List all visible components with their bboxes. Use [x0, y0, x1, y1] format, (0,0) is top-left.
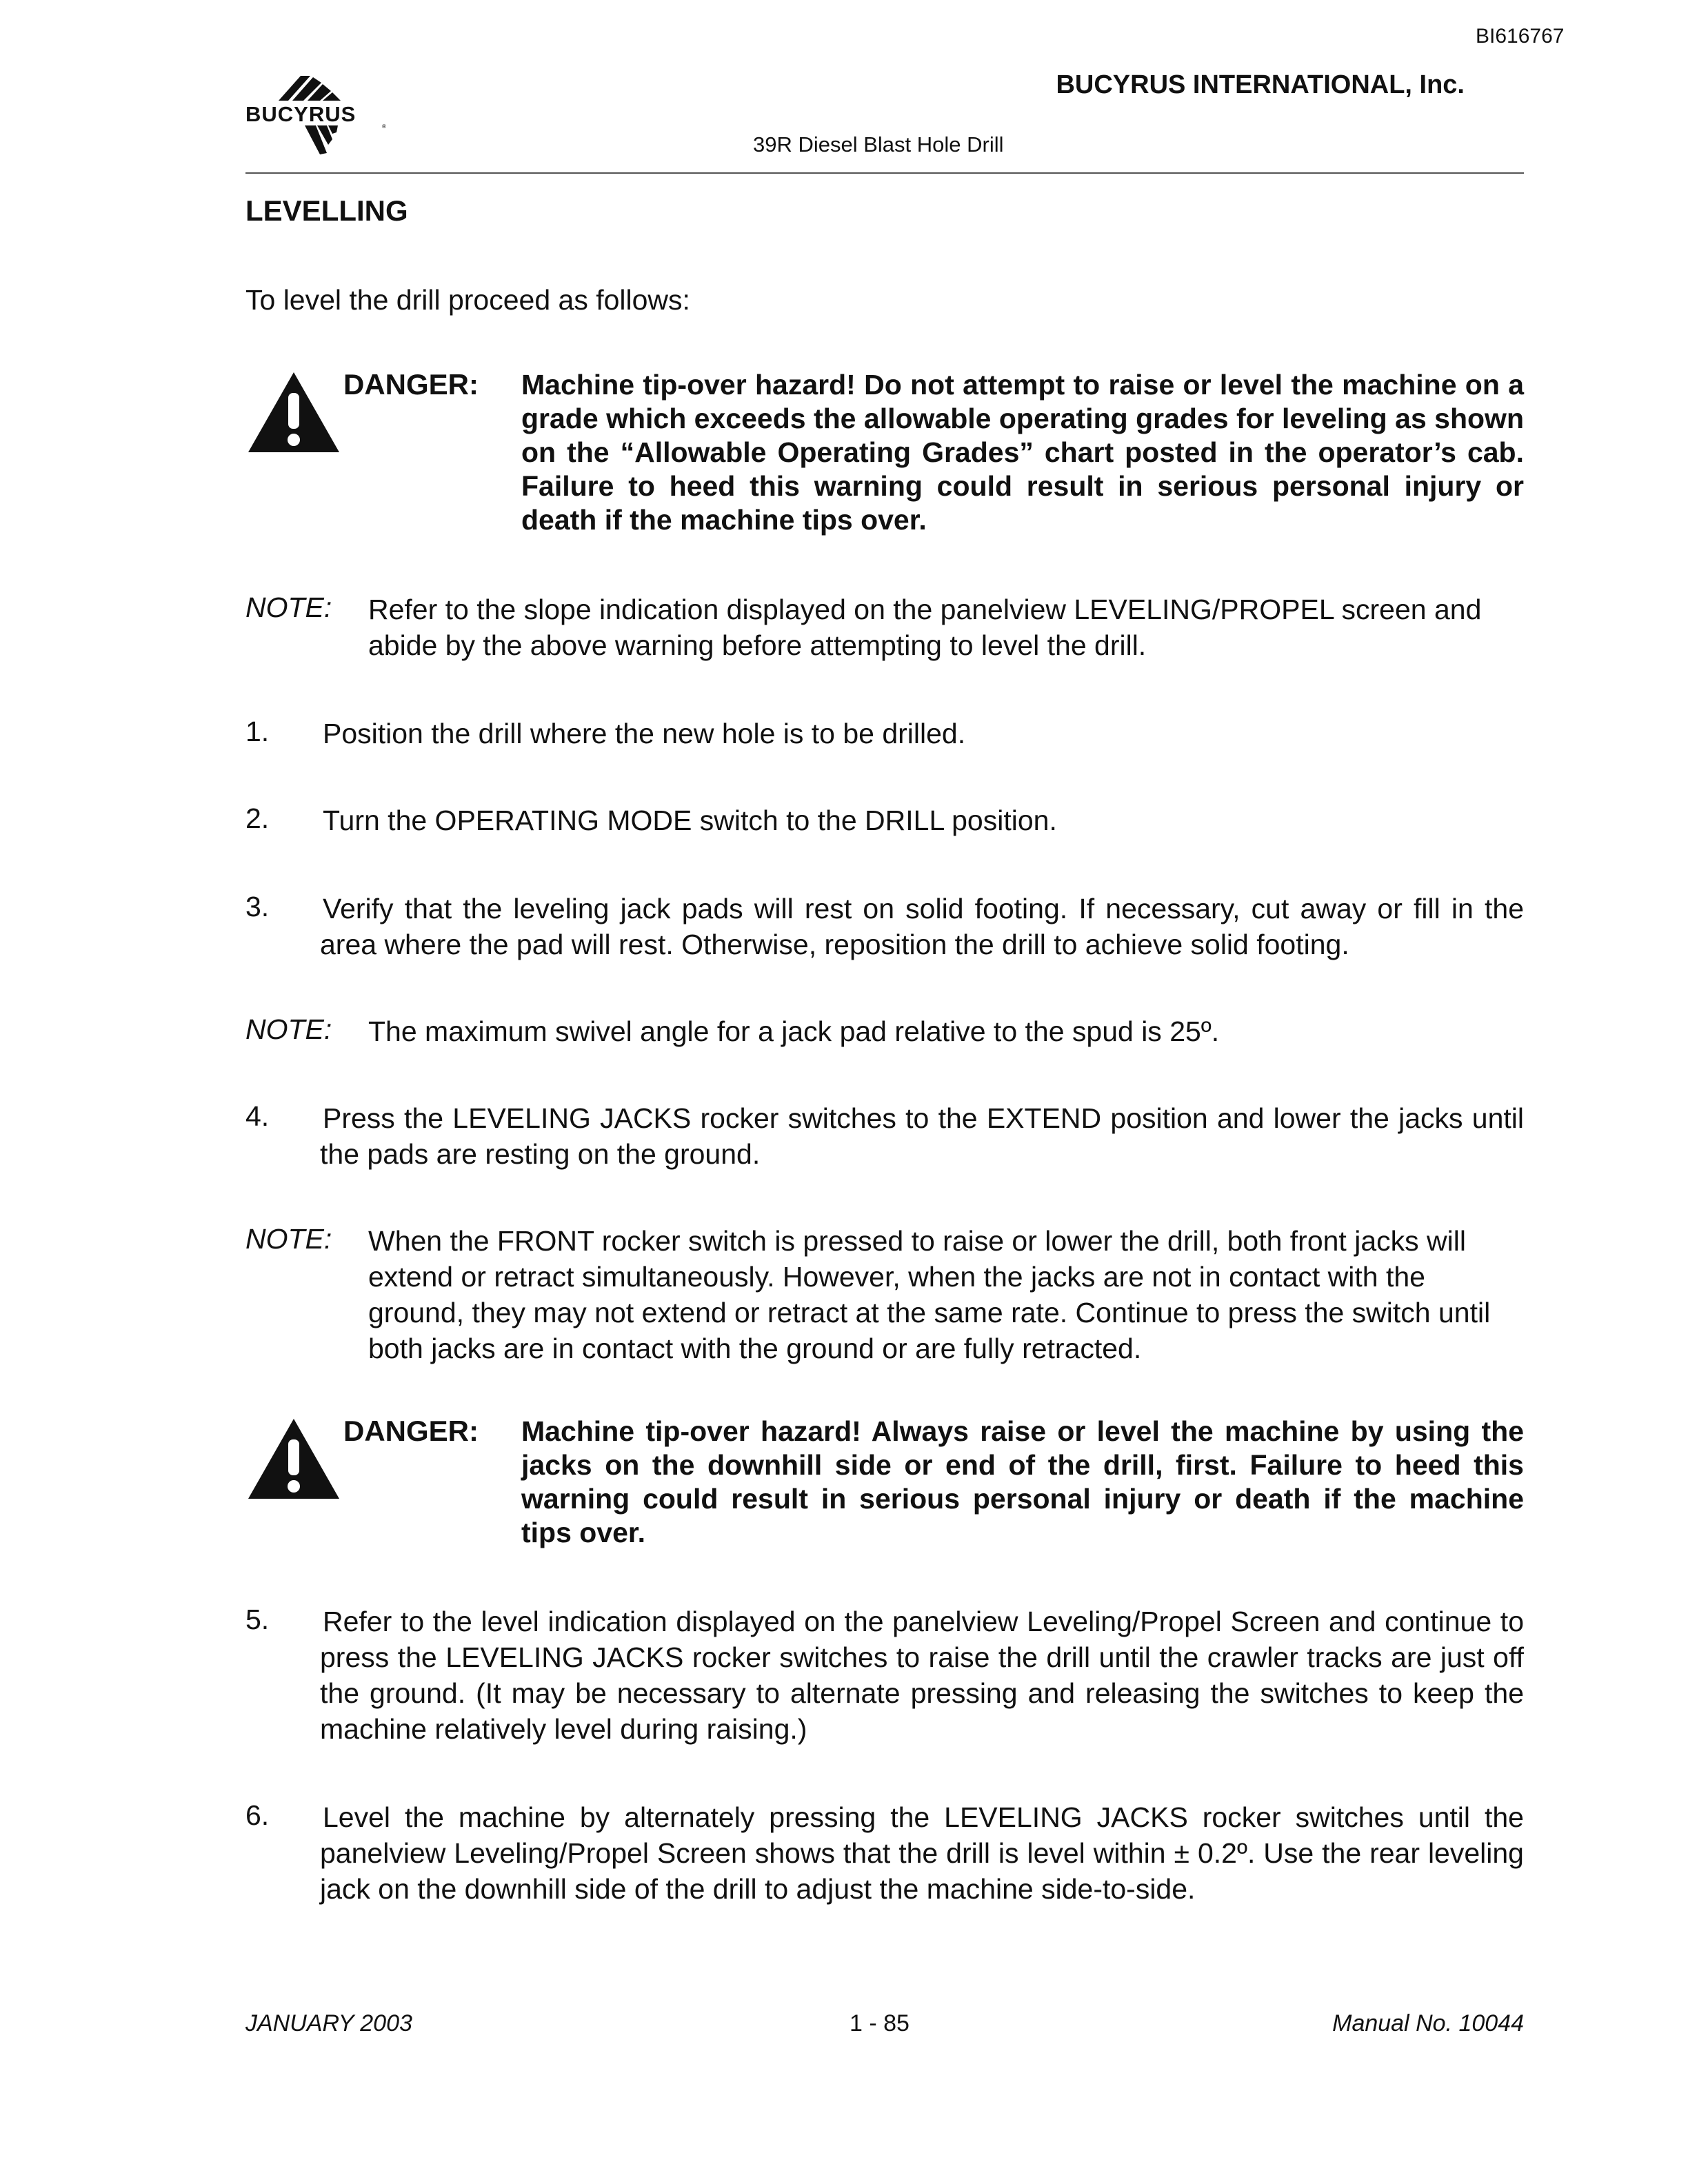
page-number: 1 - 85	[850, 2010, 910, 2036]
danger-text: Machine tip-over hazard! Do not attempt to raise or level the machine on a grade which exceeds the allowable operating grades for leveling as shown on the “Allowable Operating Grades” chart posted in the operator’s cab. Failure to heed this warning could result in serious personal injury or death if the machine tips over.	[521, 369, 1524, 536]
danger-label: DANGER:	[343, 1415, 479, 1447]
section-title: LEVELLING	[245, 194, 408, 227]
danger-label: DANGER:	[343, 368, 479, 401]
note-text: The maximum swivel angle for a jack pad relative to the spud is 25º.	[368, 1015, 1220, 1047]
step-number: 4.	[245, 1100, 270, 1132]
header-divider	[245, 172, 1524, 174]
bucyrus-logo	[244, 70, 396, 159]
svg-text:®: ®	[382, 123, 386, 130]
step-number: 6.	[245, 1799, 270, 1831]
step-text: Refer to the level indication displayed on the panelview Leveling/Propel Screen and continue to press the LEVELING JACKS rocker switches to raise the drill until the crawler tracks are just off the ground. (It may be necessary to alternate pressing and releasing the switches to keep the machine relatively level during raising.)	[320, 1606, 1524, 1745]
intro-text: To level the drill proceed as follows:	[245, 284, 690, 316]
company-name: BUCYRUS INTERNATIONAL, Inc.	[1056, 70, 1465, 99]
step-text: Press the LEVELING JACKS rocker switches to the EXTEND position and lower the jacks until the pads are resting on the ground.	[320, 1102, 1524, 1170]
warning-triangle-icon	[245, 1416, 342, 1502]
step-number: 2.	[245, 802, 270, 834]
step-text: Position the drill where the new hole is to be drilled.	[323, 718, 966, 749]
footer-date: JANUARY 2003	[245, 2010, 412, 2036]
bucyrus-logo-icon	[244, 70, 396, 159]
note-text: When the FRONT rocker switch is pressed to raise or lower the drill, both front jacks will extend or retract simultaneously. However, when the jacks are not in contact with the ground, they may not extend or retract at the same rate. Continue to press the switch until both jacks are in contact with the ground or are fully retracted.	[368, 1225, 1491, 1364]
step-text: Turn the OPERATING MODE switch to the DRILL position.	[323, 805, 1057, 836]
note-label: NOTE:	[245, 592, 332, 623]
step-number: 3.	[245, 891, 270, 922]
note-label: NOTE:	[245, 1223, 332, 1255]
document-id: BI616767	[1476, 25, 1565, 48]
manual-number: Manual No. 10044	[1332, 2010, 1524, 2036]
note-text: Refer to the slope indication displayed on the panelview LEVELING/PROPEL screen and abide by the above warning before attempting to level the drill.	[368, 594, 1482, 661]
warning-triangle-icon	[245, 370, 342, 455]
step-text: Level the machine by alternately pressing the LEVELING JACKS rocker switches until the panelview Leveling/Propel Screen shows that the drill is level within ± 0.2º. Use the rear leveling jack on the downhill side of the drill to adjust the machine side-to-side.	[320, 1801, 1524, 1905]
step-text: Verify that the leveling jack pads will rest on solid footing. If necessary, cut away or fill in the area where the pad will rest. Otherwise, reposition the drill to achieve solid footing.	[320, 893, 1524, 960]
note-label: NOTE:	[245, 1013, 332, 1045]
step-number: 1.	[245, 716, 270, 747]
danger-text: Machine tip-over hazard! Always raise or level the machine by using the jacks on the downhill side or end of the drill, first. Failure to heed this warning could result in serious personal injury or death if the machine tips over.	[521, 1415, 1524, 1548]
logo-text: BUCYRUS	[245, 102, 356, 126]
step-number: 5.	[245, 1604, 270, 1635]
document-subtitle: 39R Diesel Blast Hole Drill	[753, 132, 1004, 156]
